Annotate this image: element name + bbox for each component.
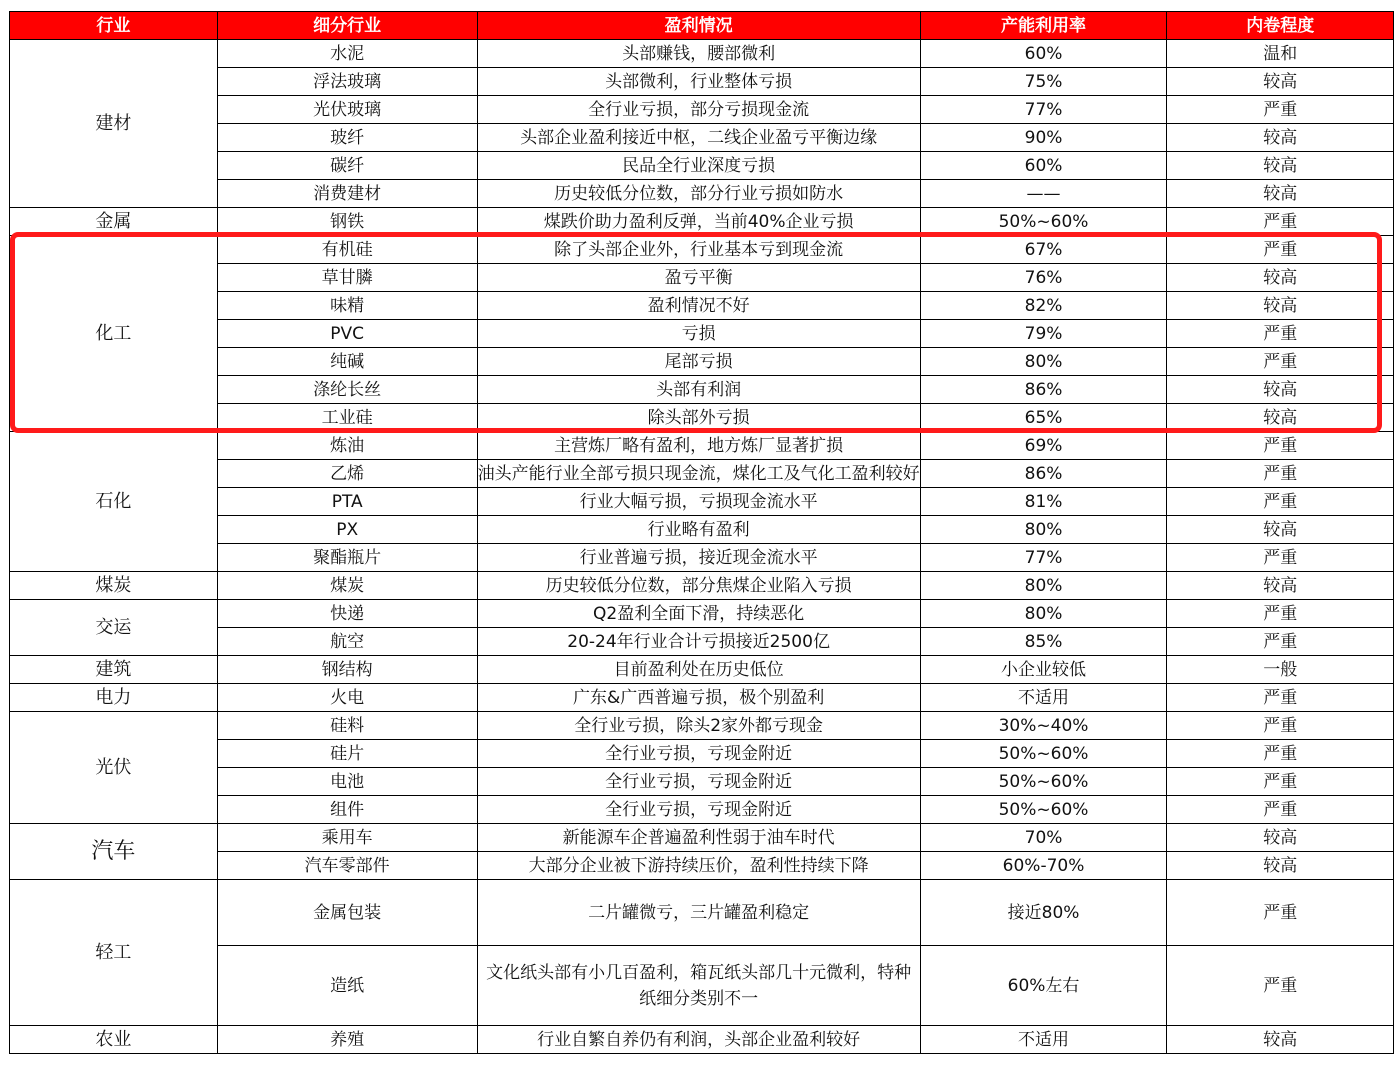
- utilization-cell: 85%: [920, 628, 1167, 656]
- utilization-cell: 76%: [920, 264, 1167, 292]
- table-row: [10, 824, 1394, 852]
- table-row: [10, 404, 1394, 432]
- sub-industry-cell: 工业硅: [217, 404, 477, 432]
- sub-industry-cell: 养殖: [217, 1026, 477, 1054]
- industry-cell: 汽车: [10, 824, 218, 880]
- table-row: [10, 880, 1394, 946]
- sub-industry-cell: 金属包装: [217, 880, 477, 946]
- utilization-cell: 86%: [920, 376, 1167, 404]
- sub-industry-cell: 组件: [217, 796, 477, 824]
- table-row: [10, 264, 1394, 292]
- sub-industry-cell: 乘用车: [217, 824, 477, 852]
- table-row: [10, 208, 1394, 236]
- industry-cell: 轻工: [10, 880, 218, 1026]
- industry-table: [9, 11, 1394, 1054]
- utilization-cell: 不适用: [920, 684, 1167, 712]
- profit-cell: 全行业亏损，除头2家外都亏现金: [477, 712, 920, 740]
- sub-industry-cell: PTA: [217, 488, 477, 516]
- utilization-cell: 50%~60%: [920, 208, 1167, 236]
- profit-cell: 全行业亏损，部分亏损现金流: [477, 96, 920, 124]
- involution-cell: 严重: [1167, 600, 1394, 628]
- involution-cell: 较高: [1167, 572, 1394, 600]
- sub-industry-cell: 消费建材: [217, 180, 477, 208]
- table-row: [10, 946, 1394, 1026]
- table-row: [10, 124, 1394, 152]
- table-row: [10, 600, 1394, 628]
- industry-cell: 建筑: [10, 656, 218, 684]
- utilization-cell: ——: [920, 180, 1167, 208]
- profit-cell: 尾部亏损: [477, 348, 920, 376]
- profit-cell: 亏损: [477, 320, 920, 348]
- involution-cell: 较高: [1167, 292, 1394, 320]
- utilization-cell: 50%~60%: [920, 768, 1167, 796]
- table-row: [10, 852, 1394, 880]
- table-body: [10, 40, 1394, 1054]
- header-row: [10, 12, 1394, 40]
- industry-cell: 石化: [10, 432, 218, 572]
- utilization-cell: 81%: [920, 488, 1167, 516]
- table-row: [10, 460, 1394, 488]
- table-row: [10, 488, 1394, 516]
- table-row: [10, 152, 1394, 180]
- involution-cell: 较高: [1167, 824, 1394, 852]
- profit-cell: 目前盈利处在历史低位: [477, 656, 920, 684]
- involution-cell: 严重: [1167, 348, 1394, 376]
- profit-cell: Q2盈利全面下滑，持续恶化: [477, 600, 920, 628]
- sub-industry-cell: 硅片: [217, 740, 477, 768]
- utilization-cell: 60%: [920, 40, 1167, 68]
- sub-industry-cell: 快递: [217, 600, 477, 628]
- header-sub-industry: 细分行业: [217, 12, 477, 40]
- involution-cell: 较高: [1167, 516, 1394, 544]
- industry-cell: 金属: [10, 208, 218, 236]
- involution-cell: 较高: [1167, 376, 1394, 404]
- utilization-cell: 接近80%: [920, 880, 1167, 946]
- profit-cell: 头部赚钱，腰部微利: [477, 40, 920, 68]
- profit-cell: 除头部外亏损: [477, 404, 920, 432]
- table-row: [10, 348, 1394, 376]
- table-row: [10, 1026, 1394, 1054]
- utilization-cell: 30%~40%: [920, 712, 1167, 740]
- sub-industry-cell: 水泥: [217, 40, 477, 68]
- involution-cell: 严重: [1167, 880, 1394, 946]
- profit-cell: 20-24年行业合计亏损接近2500亿: [477, 628, 920, 656]
- profit-cell: 历史较低分位数，部分行业亏损如防水: [477, 180, 920, 208]
- profit-cell: 除了头部企业外，行业基本亏到现金流: [477, 236, 920, 264]
- utilization-cell: 82%: [920, 292, 1167, 320]
- table-row: [10, 40, 1394, 68]
- table-row: [10, 572, 1394, 600]
- industry-cell: 建材: [10, 40, 218, 208]
- utilization-cell: 90%: [920, 124, 1167, 152]
- involution-cell: 严重: [1167, 946, 1394, 1026]
- industry-cell: 化工: [10, 236, 218, 432]
- sub-industry-cell: 草甘膦: [217, 264, 477, 292]
- utilization-cell: 77%: [920, 96, 1167, 124]
- industry-cell: 交运: [10, 600, 218, 656]
- sub-industry-cell: 乙烯: [217, 460, 477, 488]
- sub-industry-cell: 碳纤: [217, 152, 477, 180]
- sub-industry-cell: 煤炭: [217, 572, 477, 600]
- profit-cell: 二片罐微亏，三片罐盈利稳定: [477, 880, 920, 946]
- profit-cell: 行业普遍亏损，接近现金流水平: [477, 544, 920, 572]
- table-row: [10, 432, 1394, 460]
- utilization-cell: 60%-70%: [920, 852, 1167, 880]
- utilization-cell: 50%~60%: [920, 740, 1167, 768]
- profit-cell: 头部有利润: [477, 376, 920, 404]
- involution-cell: 严重: [1167, 236, 1394, 264]
- sub-industry-cell: PVC: [217, 320, 477, 348]
- sub-industry-cell: 聚酯瓶片: [217, 544, 477, 572]
- involution-cell: 较高: [1167, 124, 1394, 152]
- profit-cell: 全行业亏损，亏现金附近: [477, 768, 920, 796]
- utilization-cell: 67%: [920, 236, 1167, 264]
- involution-cell: 一般: [1167, 656, 1394, 684]
- involution-cell: 温和: [1167, 40, 1394, 68]
- header-profit: 盈利情况: [477, 12, 920, 40]
- header-industry: 行业: [10, 12, 218, 40]
- profit-cell: 民品全行业深度亏损: [477, 152, 920, 180]
- involution-cell: 较高: [1167, 264, 1394, 292]
- profit-cell: 文化纸头部有小几百盈利，箱瓦纸头部几十元微利，特种纸细分类别不一: [477, 946, 920, 1026]
- profit-cell: 新能源车企普遍盈利性弱于油车时代: [477, 824, 920, 852]
- involution-cell: 严重: [1167, 96, 1394, 124]
- sub-industry-cell: 电池: [217, 768, 477, 796]
- sub-industry-cell: 钢铁: [217, 208, 477, 236]
- utilization-cell: 79%: [920, 320, 1167, 348]
- utilization-cell: 80%: [920, 348, 1167, 376]
- involution-cell: 严重: [1167, 432, 1394, 460]
- sub-industry-cell: 钢结构: [217, 656, 477, 684]
- table-row: [10, 320, 1394, 348]
- utilization-cell: 60%: [920, 152, 1167, 180]
- utilization-cell: 50%~60%: [920, 796, 1167, 824]
- profit-cell: 全行业亏损，亏现金附近: [477, 740, 920, 768]
- header-utilization: 产能利用率: [920, 12, 1167, 40]
- profit-cell: 大部分企业被下游持续压价，盈利性持续下降: [477, 852, 920, 880]
- involution-cell: 严重: [1167, 544, 1394, 572]
- utilization-cell: 65%: [920, 404, 1167, 432]
- involution-cell: 严重: [1167, 796, 1394, 824]
- table-row: [10, 544, 1394, 572]
- involution-cell: 严重: [1167, 684, 1394, 712]
- table-row: [10, 628, 1394, 656]
- profit-cell: 主营炼厂略有盈利，地方炼厂显著扩损: [477, 432, 920, 460]
- profit-cell: 盈利情况不好: [477, 292, 920, 320]
- sub-industry-cell: 味精: [217, 292, 477, 320]
- table-row: [10, 684, 1394, 712]
- header-involution: 内卷程度: [1167, 12, 1394, 40]
- profit-cell: 全行业亏损，亏现金附近: [477, 796, 920, 824]
- involution-cell: 严重: [1167, 320, 1394, 348]
- profit-cell: 头部微利，行业整体亏损: [477, 68, 920, 96]
- sub-industry-cell: 航空: [217, 628, 477, 656]
- profit-cell: 历史较低分位数，部分焦煤企业陷入亏损: [477, 572, 920, 600]
- table-row: [10, 796, 1394, 824]
- sub-industry-cell: 纯碱: [217, 348, 477, 376]
- sub-industry-cell: 光伏玻璃: [217, 96, 477, 124]
- table-row: [10, 516, 1394, 544]
- sub-industry-cell: 火电: [217, 684, 477, 712]
- table-row: [10, 768, 1394, 796]
- utilization-cell: 不适用: [920, 1026, 1167, 1054]
- industry-cell: 光伏: [10, 712, 218, 824]
- sub-industry-cell: 汽车零部件: [217, 852, 477, 880]
- involution-cell: 严重: [1167, 488, 1394, 516]
- profit-cell: 广东&广西普遍亏损，极个别盈利: [477, 684, 920, 712]
- table-row: [10, 96, 1394, 124]
- table-row: [10, 292, 1394, 320]
- involution-cell: 严重: [1167, 628, 1394, 656]
- industry-cell: 农业: [10, 1026, 218, 1054]
- sub-industry-cell: PX: [217, 516, 477, 544]
- involution-cell: 较高: [1167, 152, 1394, 180]
- industry-cell: 煤炭: [10, 572, 218, 600]
- sub-industry-cell: 硅料: [217, 712, 477, 740]
- sub-industry-cell: 造纸: [217, 946, 477, 1026]
- table-row: [10, 376, 1394, 404]
- involution-cell: 较高: [1167, 404, 1394, 432]
- profit-cell: 油头产能行业全部亏损只现金流，煤化工及气化工盈利较好: [477, 460, 920, 488]
- industry-cell: 电力: [10, 684, 218, 712]
- utilization-cell: 70%: [920, 824, 1167, 852]
- utilization-cell: 80%: [920, 516, 1167, 544]
- profit-cell: 盈亏平衡: [477, 264, 920, 292]
- utilization-cell: 69%: [920, 432, 1167, 460]
- involution-cell: 严重: [1167, 768, 1394, 796]
- involution-cell: 较高: [1167, 180, 1394, 208]
- profit-cell: 煤跌价助力盈利反弹，当前40%企业亏损: [477, 208, 920, 236]
- table-row: [10, 68, 1394, 96]
- table-row: [10, 236, 1394, 264]
- table-row: [10, 656, 1394, 684]
- sub-industry-cell: 炼油: [217, 432, 477, 460]
- sub-industry-cell: 有机硅: [217, 236, 477, 264]
- involution-cell: 较高: [1167, 68, 1394, 96]
- sub-industry-cell: 玻纤: [217, 124, 477, 152]
- involution-cell: 严重: [1167, 712, 1394, 740]
- utilization-cell: 77%: [920, 544, 1167, 572]
- sub-industry-cell: 浮法玻璃: [217, 68, 477, 96]
- utilization-cell: 小企业较低: [920, 656, 1167, 684]
- utilization-cell: 75%: [920, 68, 1167, 96]
- involution-cell: 严重: [1167, 460, 1394, 488]
- profit-cell: 头部企业盈利接近中枢，二线企业盈亏平衡边缘: [477, 124, 920, 152]
- sub-industry-cell: 涤纶长丝: [217, 376, 477, 404]
- industry-table-container: [9, 11, 1394, 1054]
- profit-cell: 行业自繁自养仍有利润，头部企业盈利较好: [477, 1026, 920, 1054]
- involution-cell: 较高: [1167, 1026, 1394, 1054]
- table-row: [10, 712, 1394, 740]
- utilization-cell: 80%: [920, 572, 1167, 600]
- table-row: [10, 740, 1394, 768]
- profit-cell: 行业大幅亏损，亏损现金流水平: [477, 488, 920, 516]
- utilization-cell: 80%: [920, 600, 1167, 628]
- utilization-cell: 60%左右: [920, 946, 1167, 1026]
- utilization-cell: 86%: [920, 460, 1167, 488]
- profit-cell: 行业略有盈利: [477, 516, 920, 544]
- table-row: [10, 180, 1394, 208]
- involution-cell: 严重: [1167, 740, 1394, 768]
- involution-cell: 较高: [1167, 852, 1394, 880]
- involution-cell: 严重: [1167, 208, 1394, 236]
